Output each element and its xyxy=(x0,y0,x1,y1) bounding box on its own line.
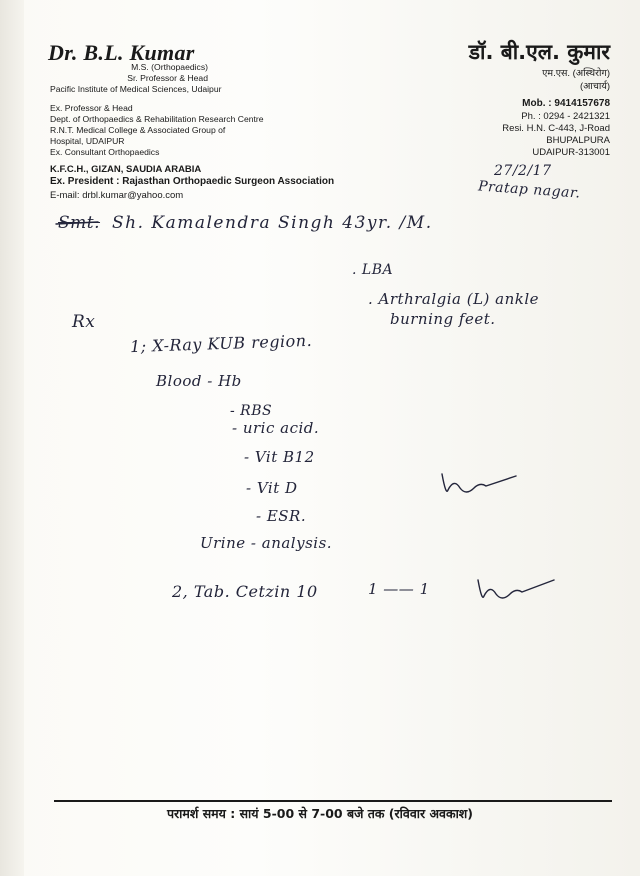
place: Pratap nagar. xyxy=(477,178,582,202)
area: BHUPALPURA xyxy=(546,135,610,146)
kfch: K.F.C.H., GIZAN, SAUDIA ARABIA xyxy=(50,164,202,175)
email: E-mail: drbl.kumar@yahoo.com xyxy=(50,190,184,201)
dosage: 1 —— 1 xyxy=(368,580,430,598)
rx-item-1: 1; X-Ray KUB region. xyxy=(129,330,313,357)
test-item: - RBS xyxy=(230,403,273,419)
test-item: - Vit B12 xyxy=(244,448,315,466)
strike-line xyxy=(56,222,98,224)
hindi-doctor-name: डॉ. बी.एल. कुमार xyxy=(468,40,610,64)
ex-line: Ex. Consultant Orthopaedics xyxy=(50,147,160,157)
rx-symbol: Rx xyxy=(72,312,96,332)
consultation-hours: परामर्श समय : सायं 5-00 से 7-00 बजे तक (रविवार अवकाश) xyxy=(166,806,474,821)
doctor-name: Dr. B.L. Kumar xyxy=(48,40,195,65)
phone: Ph. : 0294 - 2421321 xyxy=(521,111,610,122)
ex-line: Dept. of Orthopaedics & Rehabilitation Research Centre xyxy=(50,114,264,124)
blood-tests-label: Blood - Hb xyxy=(156,372,242,390)
date: 27/2/17 xyxy=(494,163,552,179)
mobile: Mob. : 9414157678 xyxy=(522,98,610,109)
complaint: burning feet. xyxy=(390,310,496,328)
ex-president: Ex. President : Rajasthan Orthopaedic Surgeon Association xyxy=(50,176,335,187)
ex-line: R.N.T. Medical College & Associated Group of xyxy=(50,125,226,135)
degree: M.S. (Orthopaedics) xyxy=(131,62,208,72)
test-item: - uric acid. xyxy=(232,419,320,437)
test-item: - ESR. xyxy=(256,507,307,525)
hindi-title: (आचार्य) xyxy=(579,81,610,92)
residence: Resi. H.N. C-443, J-Road xyxy=(502,123,610,134)
hindi-degree: एम.एस. (अस्थिरोग) xyxy=(542,68,610,79)
signature-mark xyxy=(478,580,554,598)
position: Sr. Professor & Head xyxy=(127,73,208,83)
signature-mark xyxy=(442,474,516,492)
ex-line: Hospital, UDAIPUR xyxy=(50,136,125,146)
urine-test: Urine - analysis. xyxy=(200,534,333,552)
footer-divider xyxy=(54,800,612,802)
complaint: . Arthralgia (L) ankle xyxy=(368,290,540,308)
institute: Pacific Institute of Medical Sciences, Udaipur xyxy=(50,84,222,94)
complaint: . LBA xyxy=(352,262,394,278)
patient-name: Sh. Kamalendra Singh 43yr. /M. xyxy=(112,213,433,233)
ex-line: Ex. Professor & Head xyxy=(50,103,133,113)
rx-item-2: 2, Tab. Cetzin 10 xyxy=(172,582,318,601)
test-item: - Vit D xyxy=(246,479,298,497)
city: UDAIPUR-313001 xyxy=(532,147,610,158)
patient-title-struck: Smt. xyxy=(58,213,101,233)
